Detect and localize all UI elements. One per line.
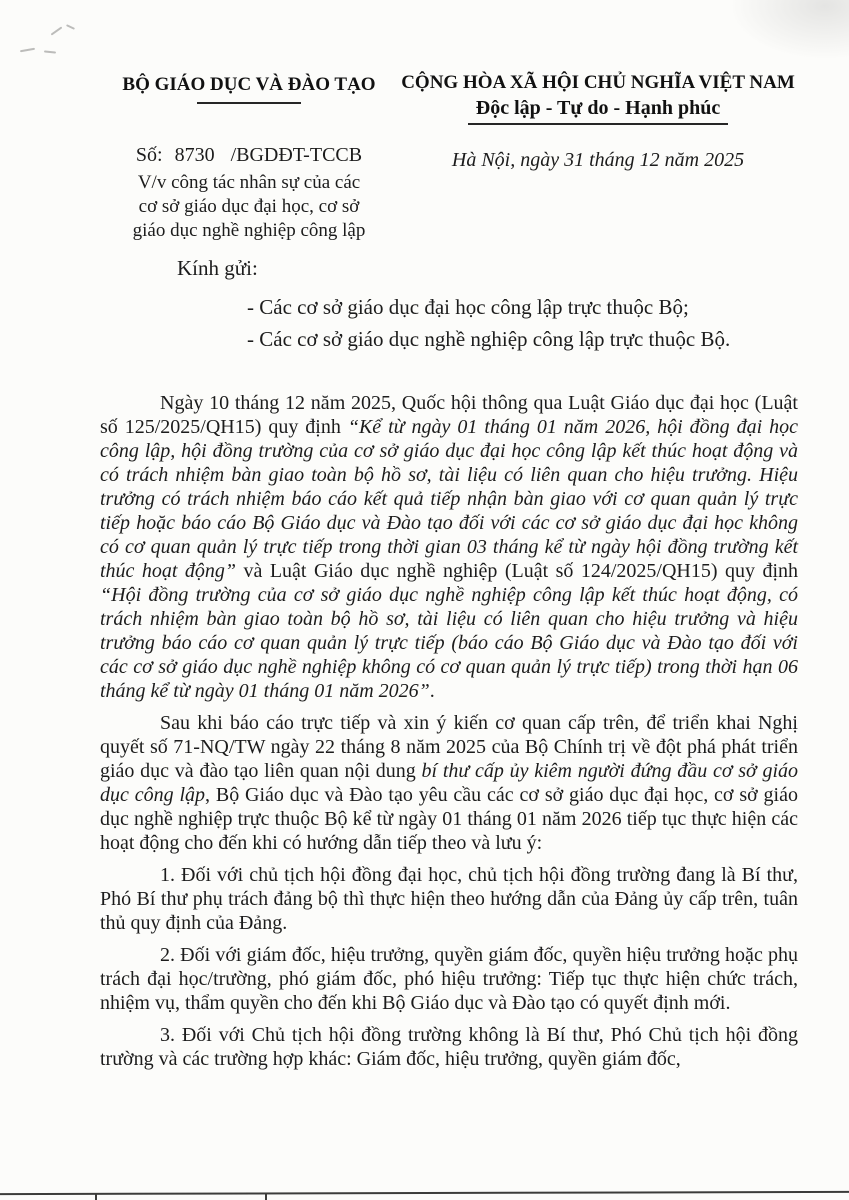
org-name: BỘ GIÁO DỤC VÀ ĐÀO TẠO [122, 74, 376, 95]
law-125-quote: “Kể từ ngày 01 tháng 01 năm 2026, hội đồng đại học công lập, hội đồng trường của cơ sở giáo dục đại học công lập kết thúc hoạt động và có trách nhiệm bàn giao toàn bộ hồ sơ, tài liệu có liên quan cho hiệu trưởng. Hiệu trưởng có trách nhiệm báo cáo kết quả tiếp nhận bàn giao với cơ quan quản lý trực tiếp hoặc báo cáo Bộ Giáo dục và Đào tạo đối với các cơ sở giáo dục đại học không có cơ quan quản lý trực tiếp trong thời gian 03 tháng kể từ ngày hội đồng trường kết thúc hoạt động” [100, 416, 799, 582]
recipient-item: - Các cơ sở giáo dục nghề nghiệp công lập trực thuộc Bộ. [247, 327, 731, 351]
paragraph-item-2 [100, 943, 798, 1015]
item-1-text: 1. Đối với chủ tịch hội đồng đại học, chủ tịch hội đồng trường đang là Bí thư, Phó Bí thư phụ trách đảng bộ thì thực hiện theo hướng dẫn của Đảng ủy cấp trên, tuân thủ quy định của Đảng. [100, 864, 798, 934]
body-text [100, 391, 798, 1079]
issuing-org-block [103, 74, 395, 243]
scan-smudge [729, 0, 849, 60]
scan-scratch-mark [20, 48, 35, 53]
salutation-block [177, 256, 730, 355]
scan-scratch-mark [66, 24, 75, 30]
item-3-text: 3. Đối với Chủ tịch hội đồng trường không là Bí thư, Phó Chủ tịch hội đồng trường và các trường hợp khác: Giám đốc, hiệu trưởng, quyền giám đốc, [100, 1024, 798, 1070]
place-date: Hà Nội, ngày 31 tháng 12 năm 2025 [451, 149, 745, 171]
country-name: CỘNG HÒA XÃ HỘI CHỦ NGHĨA VIỆT NAM [401, 72, 795, 93]
scan-scratch-mark [51, 26, 63, 35]
paragraph-2 [100, 711, 798, 855]
subject-line: V/v công tác nhân sự của các [137, 172, 361, 193]
org-underline [197, 102, 301, 104]
paragraph-1-intro: Ngày 10 tháng 12 năm 2025, Quốc hội thông qua Luật Giáo dục đại học (Luật số 125/2025/QH15) quy định [100, 392, 798, 438]
recipients-list [247, 291, 730, 355]
subject-line: giáo dục nghề nghiệp công lập [132, 220, 366, 241]
paragraph-1-period: . [429, 680, 435, 702]
salutation-label: Kính gửi: [177, 256, 258, 280]
item-2-text: 2. Đối với giám đốc, hiệu trưởng, quyền giám đốc, quyền hiệu trưởng hoặc phụ trách đại học/trường, phó giám đốc, phó hiệu trưởng: Tiếp tục thực hiện chức trách, nhiệm vụ, thẩm quyền cho đến khi Bộ Giáo dục và Đào tạo có quyết định mới. [100, 944, 798, 1014]
scan-edge-line [0, 1191, 849, 1195]
paragraph-item-1 [100, 863, 798, 935]
scan-scratch-mark [44, 50, 56, 53]
national-header-block [398, 72, 798, 172]
subject-line: cơ sở giáo dục đại học, cơ sở [138, 196, 360, 217]
paragraph-item-3 [100, 1023, 798, 1071]
resolution-topic-phrase: bí thư cấp ủy kiêm người đứng đầu cơ sở giáo dục công lập [100, 760, 799, 806]
paragraph-2-rest: , Bộ Giáo dục và Đào tạo yêu cầu các cơ sở giáo dục đại học, cơ sở giáo dục nghề nghiệp trực thuộc Bộ kể từ ngày 01 tháng 01 năm 2026 tiếp tục thực hiện các hoạt động cho đến khi có hướng dẫn tiếp theo và lưu ý: [100, 784, 798, 854]
scan-edge-tick [265, 1193, 267, 1200]
law-124-quote: “Hội đồng trường của cơ sở giáo dục nghề nghiệp công lập kết thúc hoạt động, có trách nhiệm bàn giao toàn bộ hồ sơ, tài liệu có liên quan cho hiệu trưởng và hiệu trưởng báo cáo cơ quan quản lý trực tiếp (báo cáo Bộ Giáo dục và Đào tạo đối với các cơ sở giáo dục nghề nghiệp không có cơ quan quản lý trực tiếp) trong thời hạn 06 tháng kể từ ngày 01 tháng 01 năm 2026” [100, 584, 798, 702]
doc-number-value: 8730 [174, 144, 215, 166]
doc-number-line [103, 144, 395, 167]
paragraph-1 [100, 391, 798, 703]
scan-edge-tick [95, 1193, 97, 1200]
doc-number-label: Số: [135, 144, 163, 166]
paragraph-2-intro: Sau khi báo cáo trực tiếp và xin ý kiến cơ quan cấp trên, để triển khai Nghị quyết số 71-NQ/TW ngày 22 tháng 8 năm 2025 của Bộ Chính trị về đột phá phát triển giáo dục và đào tạo liên quan nội dung [100, 712, 798, 782]
paragraph-1-connector: và Luật Giáo dục nghề nghiệp (Luật số 124/2025/QH15) quy định [236, 560, 798, 582]
national-motto: Độc lập - Tự do - Hạnh phúc [468, 96, 728, 125]
doc-number-suffix: /BGDĐT-TCCB [230, 144, 363, 166]
recipient-item: - Các cơ sở giáo dục đại học công lập trực thuộc Bộ; [247, 295, 689, 319]
doc-subject [103, 171, 395, 243]
